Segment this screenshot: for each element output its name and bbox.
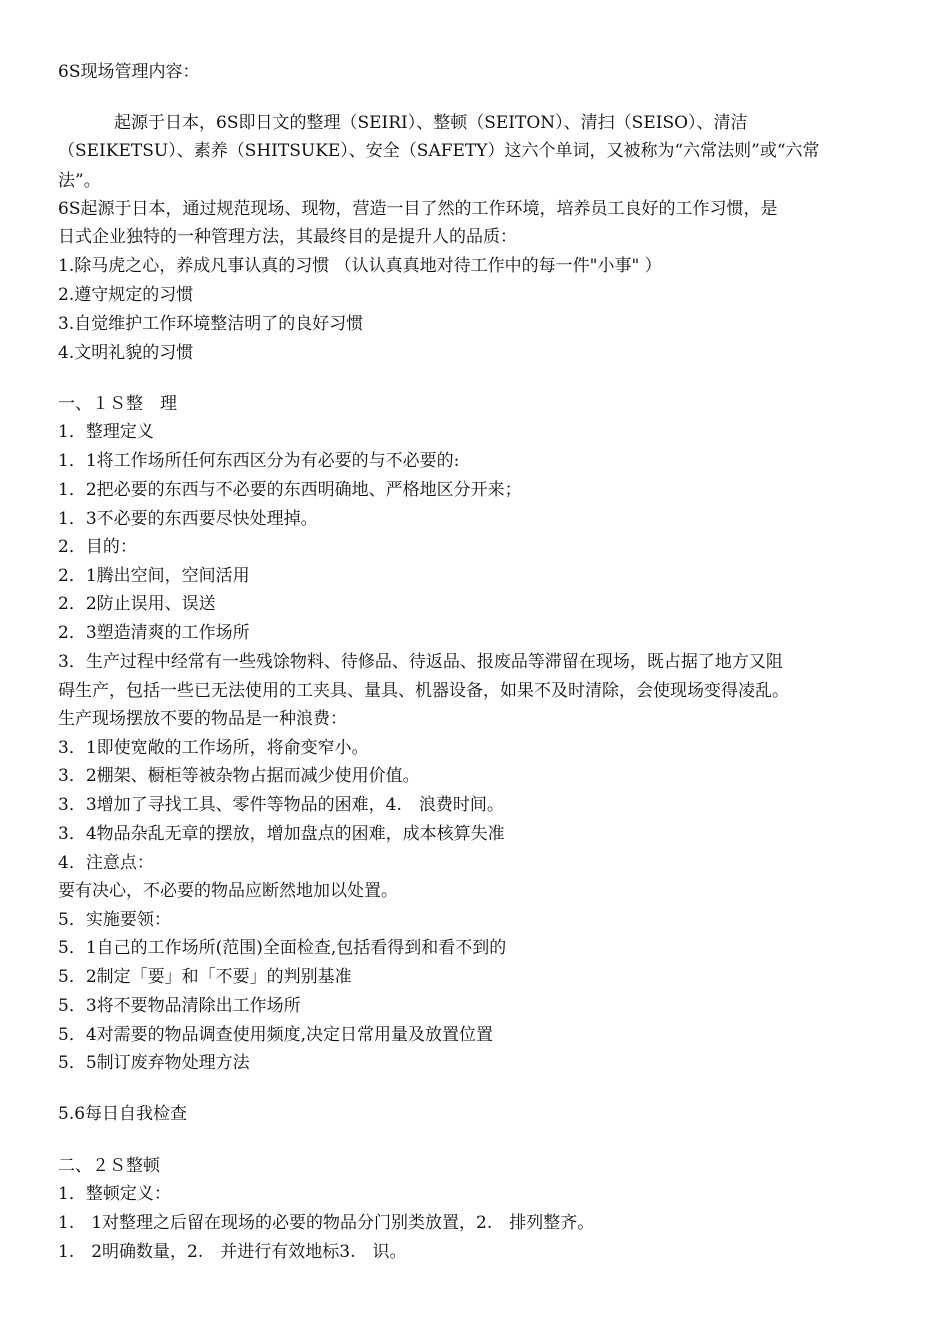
intro-line-1: 起源于日本，6S即日文的整理（SEIRI）、整顿（SEITON）、清扫（SEISO）、清洁 xyxy=(114,113,748,133)
habit-item: 4.文明礼貌的习惯 xyxy=(58,343,194,363)
section-1-line: 2．目的： xyxy=(58,537,137,557)
purpose-line-1: 6S起源于日本，通过规范现场、现物，营造一目了然的工作环境，培养员工良好的工作习惯，是 xyxy=(58,199,778,219)
section-1-line: 1．1将工作场所任何东西区分为有必要的与不必要的: xyxy=(58,451,460,471)
document-title: 6S现场管理内容： xyxy=(58,62,200,82)
section-1-last-line: 5.6每日自我检查 xyxy=(58,1104,188,1124)
section-2-line: 1. 2明确数量，2. 并进行有效地标3. 识。 xyxy=(58,1242,407,1262)
purpose-line-2: 日式企业独特的一种管理方法，其最终目的是提升人的品质： xyxy=(58,227,517,247)
section-1-line: 2．3塑造清爽的工作场所 xyxy=(58,623,250,643)
section-1-line: 碍生产，包括一些已无法使用的工夹具、量具、机器设备，如果不及时清除，会使现场变得凌乱。 xyxy=(58,681,789,701)
habit-item: 2.遵守规定的习惯 xyxy=(58,285,194,305)
intro-line-3: 法”。 xyxy=(58,171,101,191)
section-1-line: 3．4物品杂乱无章的摆放，增加盘点的困难，成本核算失准 xyxy=(58,824,505,844)
section-1-line: 5．1自己的工作场所(范围)全面检查,包括看得到和看不到的 xyxy=(58,938,507,958)
section-1-line: 2．2防止误用、误送 xyxy=(58,594,216,614)
section-1-line: 5．5制订废弃物处理方法 xyxy=(58,1053,250,1073)
section-1-line: 1．2把必要的东西与不必要的东西明确地、严格地区分开来； xyxy=(58,480,522,500)
section-1-line: 1．3不必要的东西要尽快处理掉。 xyxy=(58,509,318,529)
section-1-line: 要有决心，不必要的物品应断然地加以处置。 xyxy=(58,881,398,901)
section-1-line: 2．1腾出空间，空间活用 xyxy=(58,566,250,586)
section-1-line: 3．3增加了寻找工具、零件等物品的困难，4. 浪费时间。 xyxy=(58,795,504,815)
intro-line-2: （SEIKETSU）、素养（SHITSUKE）、安全（SAFETY）这六个单词，又被称为“六常法则”或“六常 xyxy=(58,141,820,161)
section-1-line: 3．2棚架、橱柜等被杂物占据而减少使用价值。 xyxy=(58,766,420,786)
section-1-line: 5．3将不要物品清除出工作场所 xyxy=(58,996,301,1016)
section-2-heading: 二、２Ｓ整顿 xyxy=(58,1156,160,1176)
section-1-line: 5．实施要领： xyxy=(58,910,171,930)
section-1-line: 1．整理定义 xyxy=(58,422,154,442)
section-1-line: 5．2制定「要」和「不要」的判别基准 xyxy=(58,967,352,987)
habit-item: 3.自觉维护工作环境整洁明了的良好习惯 xyxy=(58,314,364,334)
section-1-line: 4．注意点： xyxy=(58,853,154,873)
section-1-line: 生产现场摆放不要的物品是一种浪费： xyxy=(58,709,347,729)
section-1-heading: 一、１Ｓ整 理 xyxy=(58,394,177,414)
section-1-line: 3．1即使宽敞的工作场所，将俞变窄小。 xyxy=(58,738,369,758)
section-1-line: 3．生产过程中经常有一些残馀物料、待修品、待返品、报废品等滞留在现场，既占据了地方又阻 xyxy=(58,652,783,672)
section-2-line: 1. 1对整理之后留在现场的必要的物品分门别类放置，2. 排列整齐。 xyxy=(58,1213,595,1233)
habit-item: 1.除马虎之心，养成凡事认真的习惯 （认认真真地对待工作中的每一件"小事" ） xyxy=(58,256,662,276)
section-1-line: 5．4对需要的物品调查使用频度,决定日常用量及放置位置 xyxy=(58,1025,494,1045)
section-2-line: 1．整顿定义： xyxy=(58,1184,171,1204)
